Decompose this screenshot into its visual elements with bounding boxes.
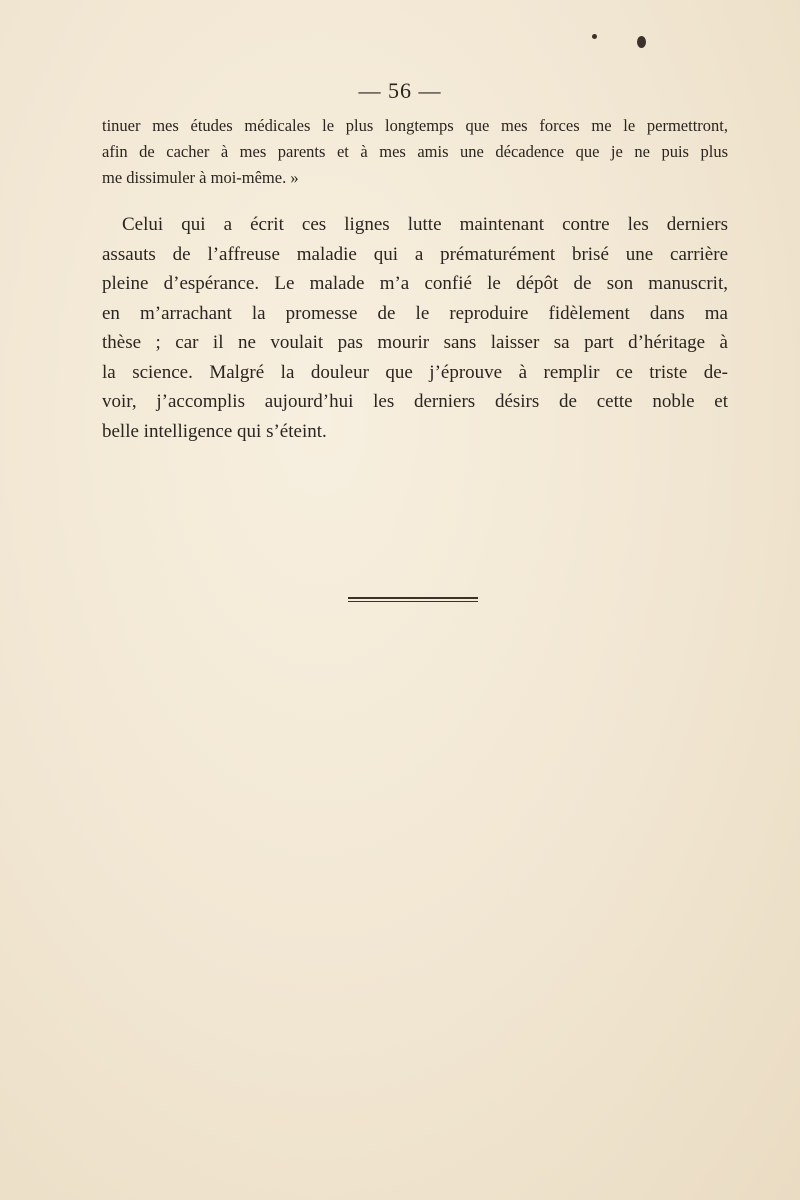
main-paragraph (102, 210, 728, 446)
text-line: belle intelligence qui s’éteint. (102, 420, 327, 442)
text-line: me dissimuler à moi-même. » (102, 168, 299, 187)
page-number: — 56 — (358, 78, 442, 103)
text-line: en m’arrachant la promesse de le reproduire fidèlement dans ma (102, 302, 728, 324)
text-line: Celui qui a écrit ces lignes lutte maintenant contre les derniers (122, 214, 728, 235)
continuation-paragraph (102, 113, 728, 191)
text-line: voir, j’accomplis aujourd’hui les derniers désirs de cette noble et (102, 391, 728, 412)
text-line: assauts de l’affreuse maladie qui a prématurément brisé une carrière (102, 243, 728, 265)
text-line: afin de cacher à mes parents et à mes amis une décadence que je ne puis plus (102, 142, 728, 161)
ink-speck (592, 34, 597, 39)
ink-speck (637, 36, 646, 48)
text-line: pleine d’espérance. Le malade m’a confié le dépôt de son manuscrit, (102, 273, 728, 294)
text-line: thèse ; car il ne voulait pas mourir sans laisser sa part d’héritage à (102, 332, 728, 353)
closing-rule (348, 597, 478, 604)
text-line: tinuer mes études médicales le plus longtemps que mes forces me le permettront, (102, 116, 728, 135)
text-line: la science. Malgré la douleur que j’éprouve à remplir ce triste de- (102, 361, 728, 383)
